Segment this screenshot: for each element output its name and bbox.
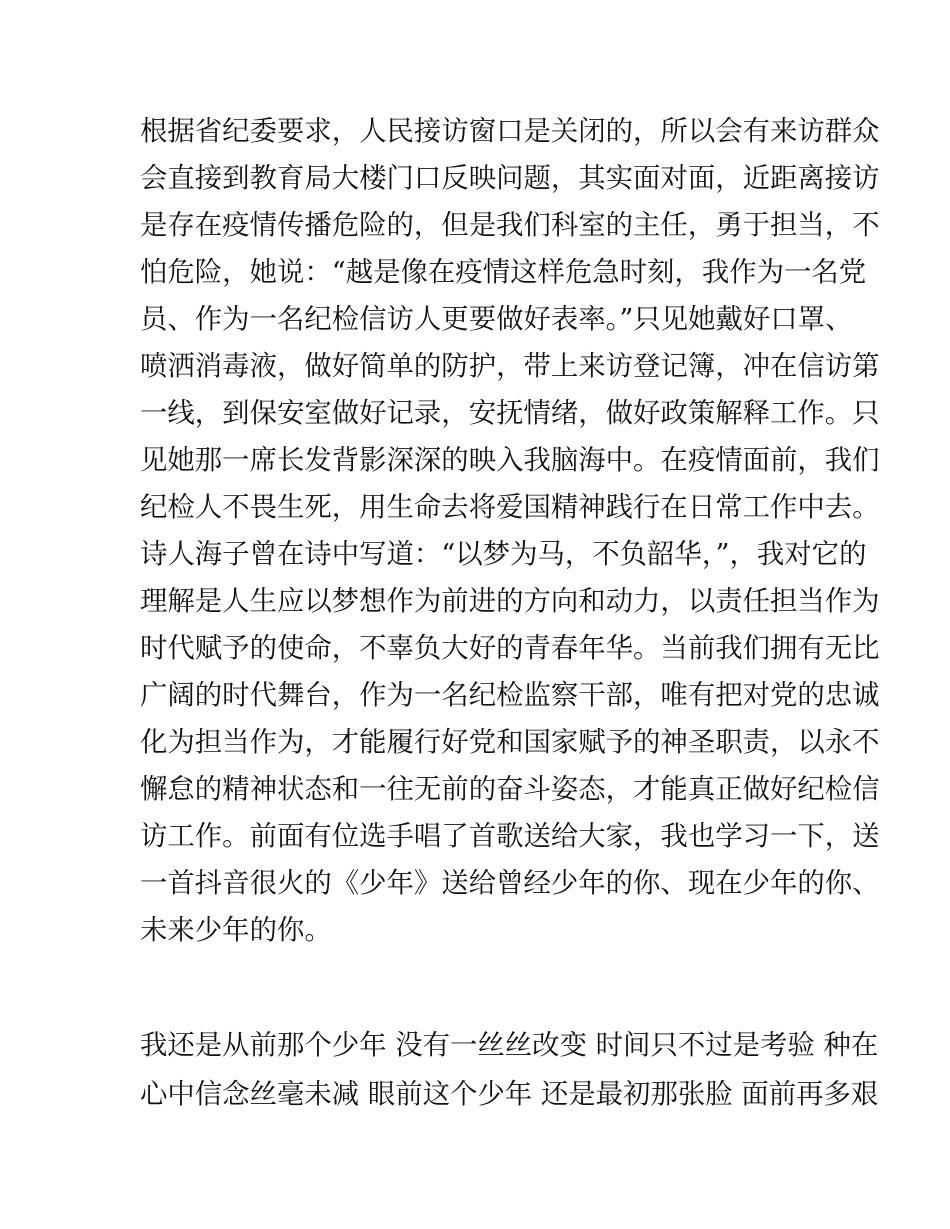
text-line: 是存在疫情传播危险的，但是我们科室的主任，勇于担当，不 [140,210,880,241]
text-line: 诗人海子曾在诗中写道：“以梦为马，不负韶华，”，我对它的 [140,539,867,570]
text-line: 访工作。前面有位选手唱了首歌送给大家，我也学习一下，送 [140,821,880,852]
text-line: 时代赋予的使命，不辜负大好的青春年华。当前我们拥有无比 [140,633,880,664]
text-line: 怕危险，她说：“越是像在疫情这样危急时刻，我作为一名党 [140,257,867,288]
text-line: 化为担当作为，才能履行好党和国家赋予的神圣职责，以永不 [140,727,880,758]
lyrics-line: 我还是从前那个少年 没有一丝丝改变 时间只不过是考验 种在 [140,1030,879,1061]
speech-paragraph [140,108,880,954]
text-line: 纪检人不畏生死，用生命去将爱国精神践行在日常工作中去。 [140,492,880,523]
text-line: 一线，到保安室做好记录，安抚情绪，做好政策解释工作。只 [140,398,880,429]
text-line: 见她那一席长发背影深深的映入我脑海中。在疫情面前，我们 [140,445,880,476]
text-line: 理解是人生应以梦想作为前进的方向和动力，以责任担当作为 [140,586,880,617]
text-line: 会直接到教育局大楼门口反映问题，其实面对面，近距离接访 [140,163,880,194]
lyrics-paragraph [140,1022,879,1119]
text-line: 一首抖音很火的《少年》送给曾经少年的你、现在少年的你、 [140,868,880,899]
text-line: 根据省纪委要求，人民接访窗口是关闭的，所以会有来访群众 [140,116,880,147]
text-line: 喷洒消毒液，做好简单的防护，带上来访登记簿，冲在信访第 [140,351,880,382]
text-line: 未来少年的你。 [140,915,332,946]
lyrics-line: 心中信念丝毫未减 眼前这个少年 还是最初那张脸 面前再多艰 [140,1078,879,1110]
text-line: 广阔的时代舞台，作为一名纪检监察干部，唯有把对党的忠诚 [140,680,880,711]
text-line: 员、作为一名纪检信访人更要做好表率。”只见她戴好口罩、 [140,304,853,335]
text-line: 懈怠的精神状态和一往无前的奋斗姿态，才能真正做好纪检信 [140,774,880,805]
